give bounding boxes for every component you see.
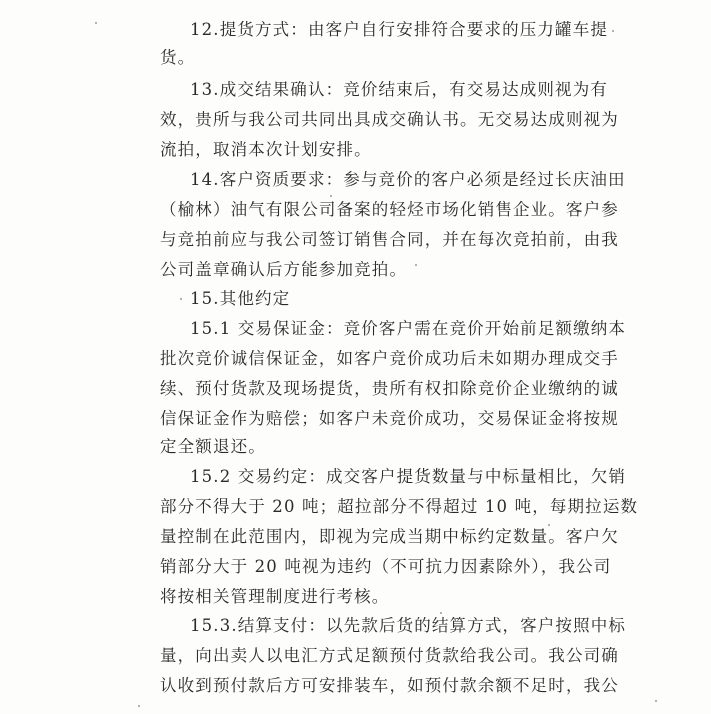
text-line-9: 公司盖章确认后方能参加竞拍。 bbox=[160, 260, 408, 279]
text-line-3: 13.成交结果确认：竞价结束后，有交易达成则视为有 bbox=[190, 80, 608, 99]
text-line-16: 15.2 交易约定：成交客户提货数量与中标量相比，欠销 bbox=[190, 467, 627, 486]
scan-speck bbox=[548, 524, 550, 526]
text-line-1: 12.提货方式：由客户自行安排符合要求的压力罐车提 bbox=[190, 20, 608, 39]
text-line-12: 批次竞价诚信保证金，如客户竞价成功后未如期办理成交手 bbox=[160, 349, 619, 368]
text-line-6: 14.客户资质要求：参与竞价的客户必须是经过长庆油田 bbox=[190, 170, 626, 189]
text-line-4: 效，贵所与我公司共同出具成交确认书。无交易达成则视为 bbox=[160, 110, 619, 129]
text-line-23: 认收到预付款后方可安排装车，如预付款余额不足时，我公 bbox=[160, 676, 619, 695]
text-line-7: （榆林）油气有限公司备案的轻烃市场化销售企业。客户参 bbox=[160, 200, 619, 219]
scan-speck bbox=[95, 22, 97, 24]
scan-speck bbox=[415, 264, 417, 266]
text-line-5: 流拍，取消本次计划安排。 bbox=[160, 140, 372, 159]
scan-speck bbox=[612, 30, 614, 32]
text-line-14: 信保证金作为赔偿；如客户未竞价成功，交易保证金将按规 bbox=[160, 409, 619, 428]
text-line-22: 量，向出卖人以电汇方式足额预付货款给我公司。我公司确 bbox=[160, 646, 619, 665]
text-line-2: 货。 bbox=[160, 48, 196, 67]
text-line-21: 15.3.结算支付：以先款后货的结算方式，客户按照中标 bbox=[190, 616, 627, 635]
text-line-15: 定全额退还。 bbox=[160, 437, 266, 456]
text-line-8: 与竞拍前应与我公司签订销售合同，并在每次竞拍前，由我 bbox=[160, 230, 619, 249]
text-line-17: 部分不得大于 20 吨；超拉部分不得超过 10 吨，每期拉运数 bbox=[160, 497, 639, 516]
scan-speck bbox=[655, 700, 657, 702]
text-line-13: 续、预付货款及现场提货，贵所有权扣除竞价企业缴纳的诚 bbox=[160, 379, 619, 398]
text-line-20: 将按相关管理制度进行考核。 bbox=[160, 587, 390, 606]
scan-speck bbox=[330, 195, 332, 197]
scan-speck bbox=[440, 612, 442, 614]
text-line-18: 量控制在此范围内，即视为完成当期中标约定数量。客户欠 bbox=[160, 527, 619, 546]
text-line-11: 15.1 交易保证金：竞价客户需在竞价开始前足额缴纳本 bbox=[190, 319, 627, 338]
text-line-19: 销部分大于 20 吨视为违约（不可抗力因素除外），我公司 bbox=[160, 557, 612, 576]
section-heading: 15.其他约定 bbox=[190, 289, 291, 308]
scan-speck bbox=[138, 705, 140, 707]
scan-speck bbox=[180, 298, 182, 300]
